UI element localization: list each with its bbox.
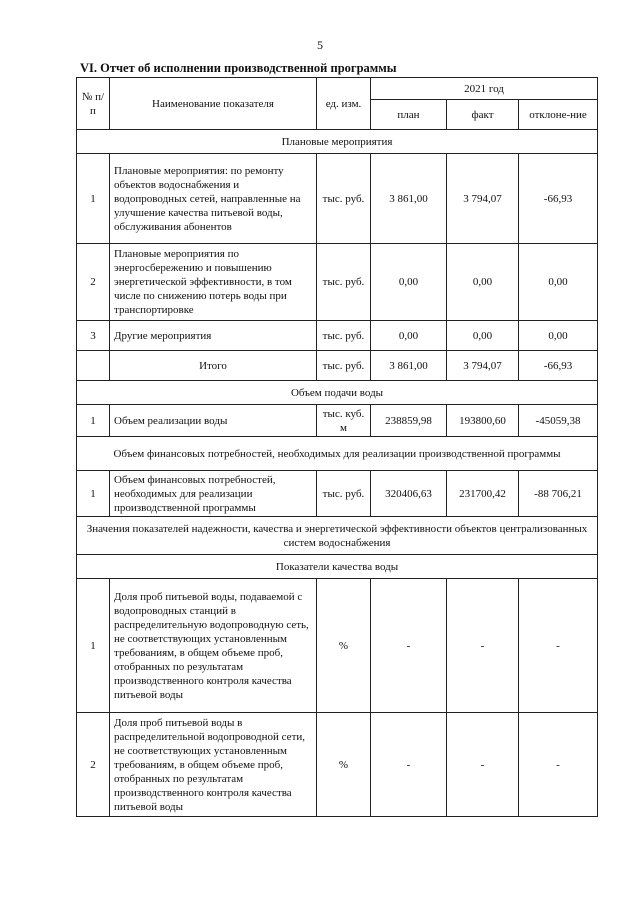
section-row-planned xyxy=(77,130,598,154)
table-row xyxy=(77,244,598,321)
cell-plan: - xyxy=(371,579,447,713)
cell-num: 1 xyxy=(77,471,110,517)
page-number: 5 xyxy=(317,38,323,52)
header-plan: план xyxy=(371,100,447,130)
cell-fact: - xyxy=(447,579,519,713)
cell-name: Доля проб питьевой воды в распределительной водопроводной сети, не соответствующих установленным требованиям, в общем объеме проб, отобранных по результатам производственного контроля качества питьевой воды xyxy=(110,713,317,817)
section-row-indicators xyxy=(77,517,598,555)
cell-num: 2 xyxy=(77,713,110,817)
table-row xyxy=(77,154,598,244)
section-heading: Объем подачи воды xyxy=(77,381,598,405)
cell-name: Объем финансовых потребностей, необходимых для реализации производственной программы xyxy=(110,471,317,517)
report-table xyxy=(76,77,598,817)
table-row xyxy=(77,321,598,351)
cell-plan: 0,00 xyxy=(371,321,447,351)
cell-plan: 3 861,00 xyxy=(371,351,447,381)
section-heading: Значения показателей надежности, качества и энергетической эффективности объектов централизованных систем водоснабжения xyxy=(77,517,598,555)
cell-unit: тыс. руб. xyxy=(317,321,371,351)
cell-plan: 3 861,00 xyxy=(371,154,447,244)
cell-unit: тыс. руб. xyxy=(317,471,371,517)
header-num: № п/п xyxy=(77,78,110,130)
section-heading: Объем финансовых потребностей, необходимых для реализации производственной программы xyxy=(77,437,598,471)
total-row xyxy=(77,351,598,381)
cell-num: 1 xyxy=(77,405,110,437)
cell-deviation: - xyxy=(519,713,598,817)
cell-unit: тыс. руб. xyxy=(317,154,371,244)
cell-deviation: - xyxy=(519,579,598,713)
header-row xyxy=(77,78,598,100)
cell-num: 3 xyxy=(77,321,110,351)
section-row-supply xyxy=(77,381,598,405)
header-year: 2021 год xyxy=(371,78,598,100)
section-heading: Плановые мероприятия xyxy=(77,130,598,154)
section-row-quality xyxy=(77,555,598,579)
cell-num: 2 xyxy=(77,244,110,321)
cell-fact: 0,00 xyxy=(447,321,519,351)
cell-name: Доля проб питьевой воды, подаваемой с водопроводных станций в распределительную водопроводную сеть, не соответствующих установленным требованиям, в общем объеме проб, отобранных по результатам производственного контроля качества питьевой воды xyxy=(110,579,317,713)
cell-total-name: Итого xyxy=(110,351,317,381)
cell-deviation: -66,93 xyxy=(519,351,598,381)
cell-fact: - xyxy=(447,713,519,817)
section-heading: Показатели качества воды xyxy=(77,555,598,579)
cell-unit: % xyxy=(317,713,371,817)
header-fact: факт xyxy=(447,100,519,130)
table-row xyxy=(77,713,598,817)
header-deviation: отклоне-ние xyxy=(519,100,598,130)
cell-fact: 3 794,07 xyxy=(447,154,519,244)
cell-plan: 238859,98 xyxy=(371,405,447,437)
cell-name: Объем реализации воды xyxy=(110,405,317,437)
cell-unit: % xyxy=(317,579,371,713)
cell-deviation: -45059,38 xyxy=(519,405,598,437)
cell-deviation: -66,93 xyxy=(519,154,598,244)
cell-name: Плановые мероприятия: по ремонту объектов водоснабжения и водопроводных сетей, направленные на улучшение качества питьевой воды, обслуживания абонентов xyxy=(110,154,317,244)
section-row-finance xyxy=(77,437,598,471)
cell-unit: тыс. руб. xyxy=(317,244,371,321)
cell-fact: 193800,60 xyxy=(447,405,519,437)
table-row xyxy=(77,471,598,517)
cell-deviation: 0,00 xyxy=(519,321,598,351)
cell-deviation: -88 706,21 xyxy=(519,471,598,517)
cell-num: 1 xyxy=(77,579,110,713)
cell-fact: 231700,42 xyxy=(447,471,519,517)
cell-name: Другие мероприятия xyxy=(110,321,317,351)
cell-num: 1 xyxy=(77,154,110,244)
cell-name: Плановые мероприятия по энергосбережению и повышению энергетической эффективности, в том числе по снижению потерь воды при транспортировке xyxy=(110,244,317,321)
header-unit: ед. изм. xyxy=(317,78,371,130)
header-name: Наименование показателя xyxy=(110,78,317,130)
cell-fact: 3 794,07 xyxy=(447,351,519,381)
table-row xyxy=(77,579,598,713)
cell-unit: тыс. руб. xyxy=(317,351,371,381)
section-title: VI. Отчет об исполнении производственной программы xyxy=(80,61,397,75)
cell-deviation: 0,00 xyxy=(519,244,598,321)
cell-unit: тыс. куб. м xyxy=(317,405,371,437)
cell-plan: 0,00 xyxy=(371,244,447,321)
cell-fact: 0,00 xyxy=(447,244,519,321)
cell-plan: 320406,63 xyxy=(371,471,447,517)
cell-num-empty xyxy=(77,351,110,381)
table-row xyxy=(77,405,598,437)
cell-plan: - xyxy=(371,713,447,817)
